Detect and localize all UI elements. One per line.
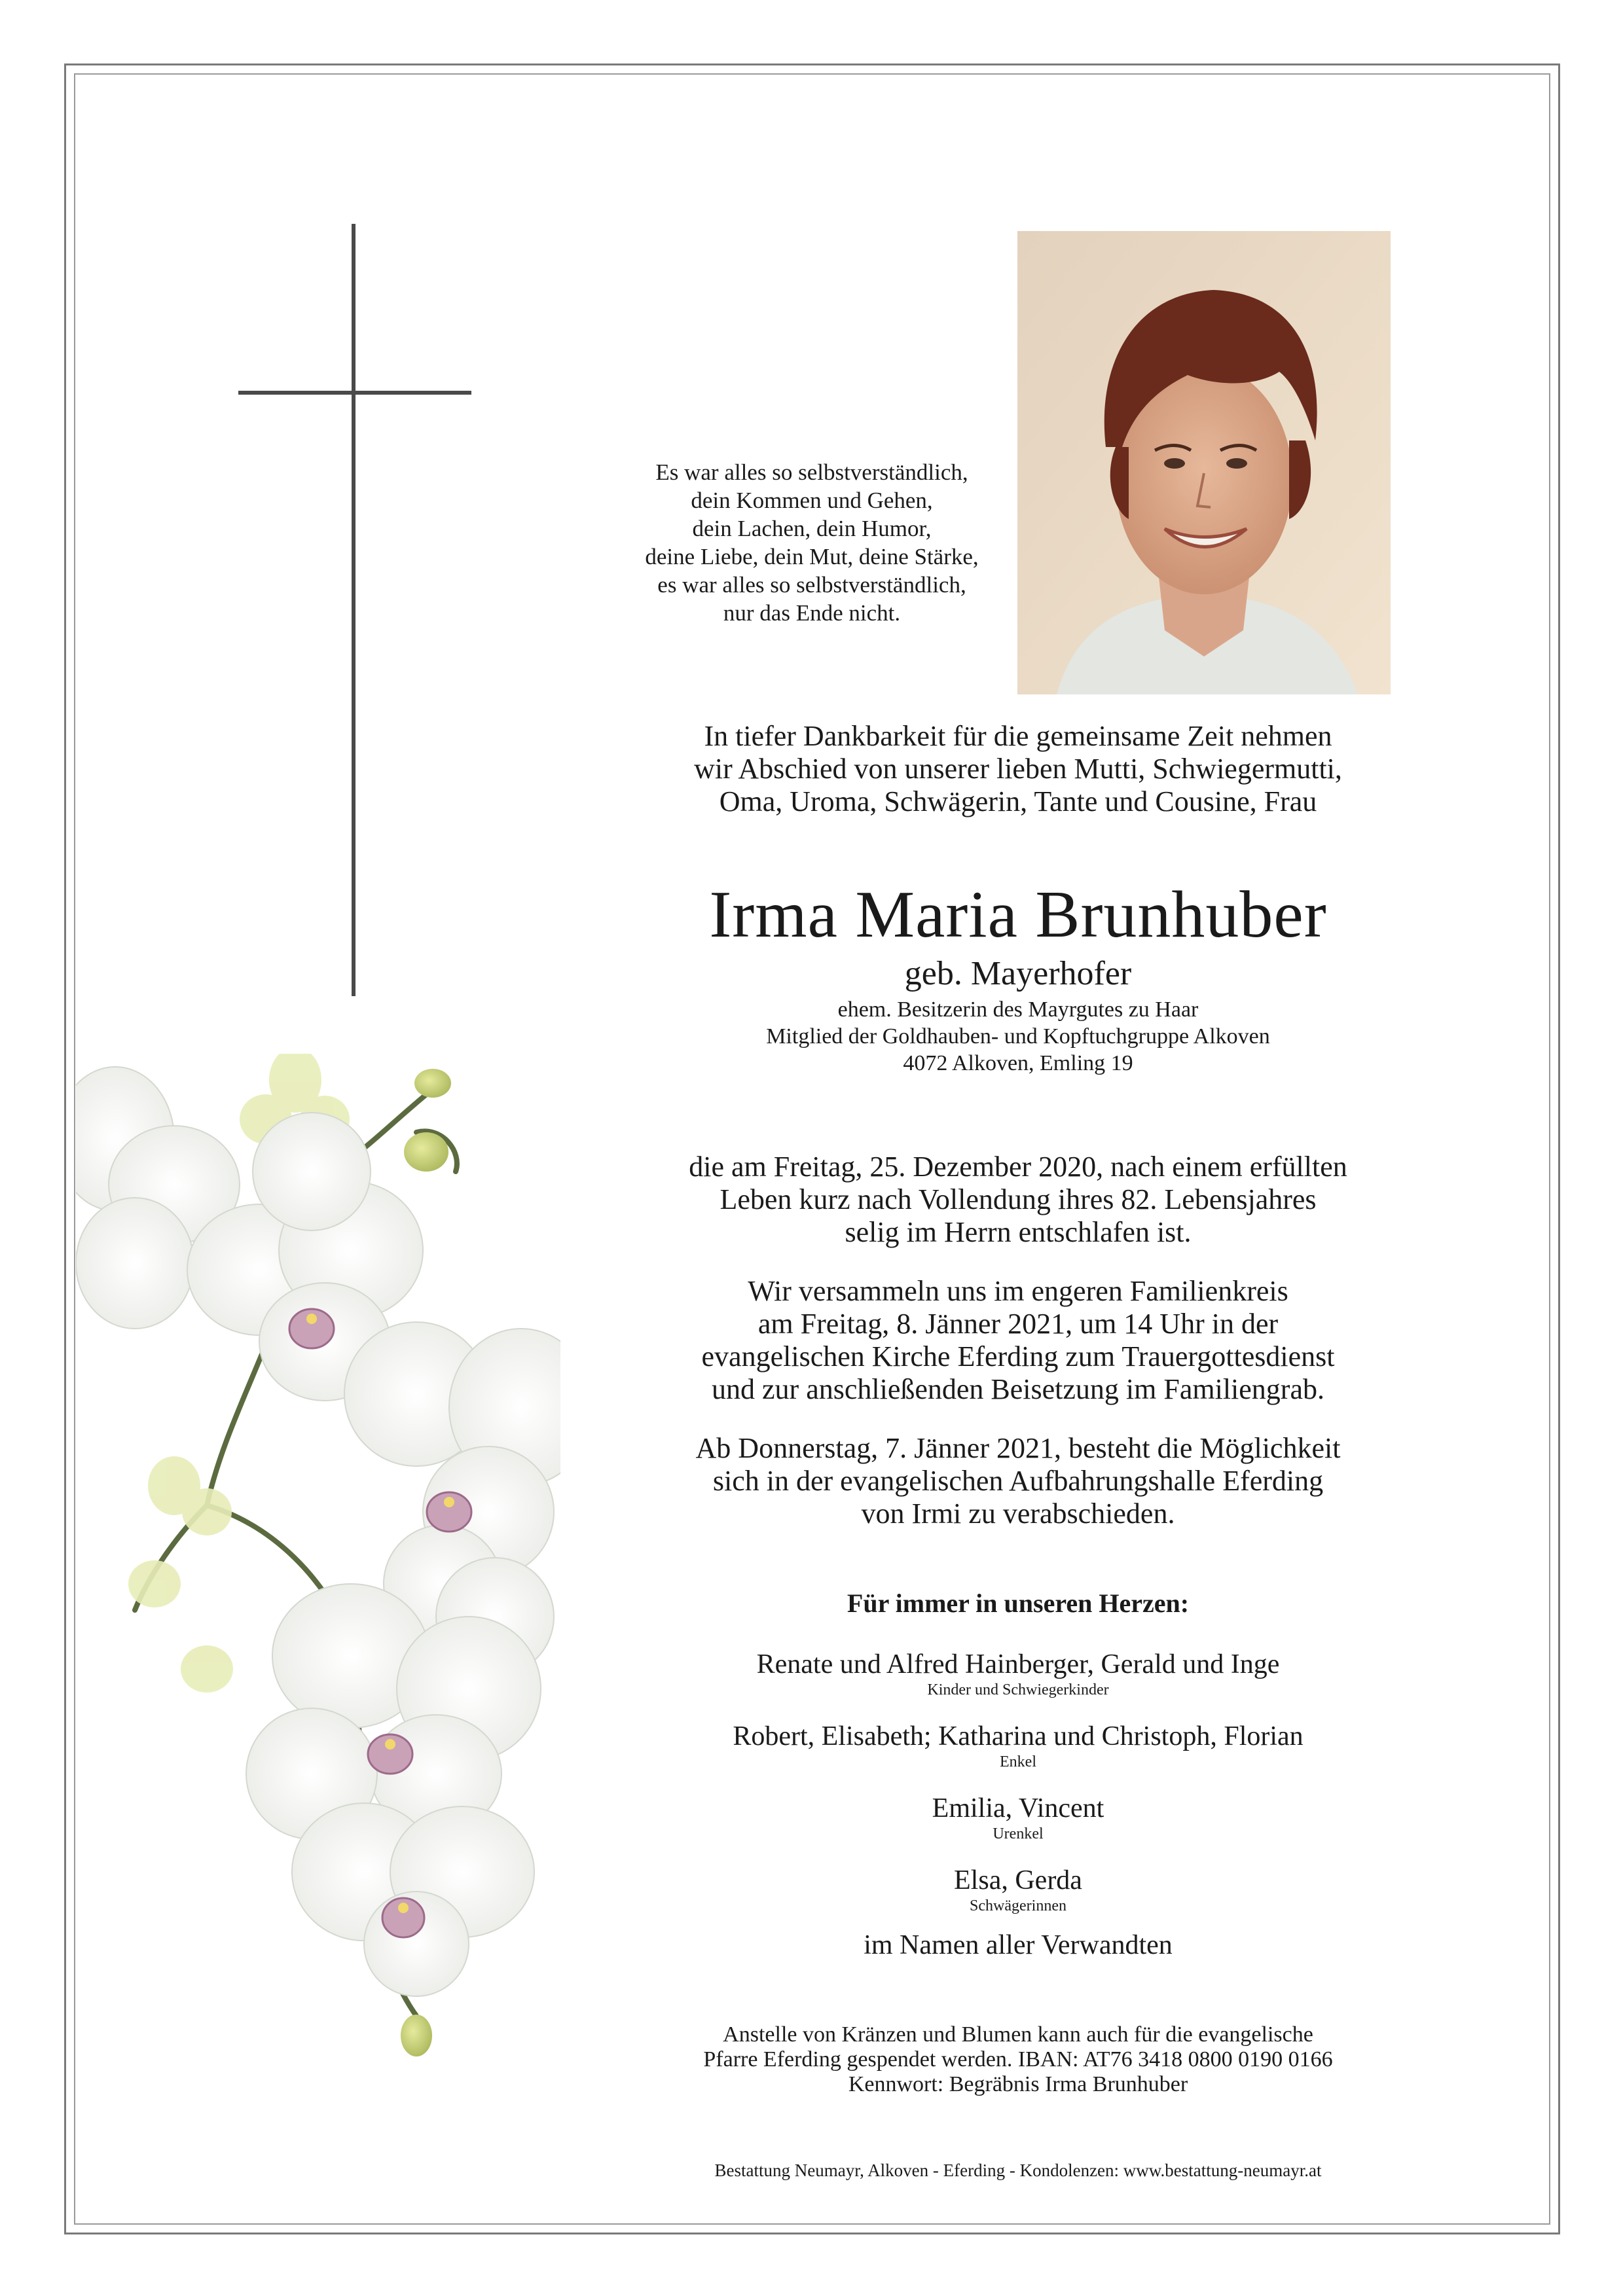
intro-text xyxy=(629,720,1408,818)
viewing-line: Ab Donnerstag, 7. Jänner 2021, besteht die Möglichkeit xyxy=(695,1432,1341,1464)
deceased-bio xyxy=(629,996,1408,1077)
orchid-flowers-image xyxy=(76,1054,560,2088)
bio-line: ehem. Besitzerin des Mayrgutes zu Haar xyxy=(837,997,1199,1022)
poem-line: deine Liebe, dein Mut, deine Stärke, xyxy=(645,544,979,569)
death-line: die am Freitag, 25. Dezember 2020, nach einem erfüllten xyxy=(689,1151,1347,1183)
poem-line: nur das Ende nicht. xyxy=(723,600,901,626)
mourner-role: Kinder und Schwiegerkinder xyxy=(927,1681,1109,1698)
portrait-photo xyxy=(1017,231,1391,694)
cross-icon-vertical xyxy=(352,224,356,996)
donation-line: Pfarre Eferding gespendet werden. IBAN: AT76 3418 0800 0190 0166 xyxy=(703,2047,1333,2072)
funeral-details xyxy=(629,1151,1408,1530)
intro-line: Oma, Uroma, Schwägerin, Tante und Cousine, Frau xyxy=(719,785,1317,817)
funeral-line: evangelischen Kirche Eferding zum Trauergottesdienst xyxy=(701,1340,1335,1372)
deceased-name: Irma Maria Brunhuber xyxy=(709,878,1327,952)
viewing-line: sich in der evangelischen Aufbahrungshalle Eferding xyxy=(712,1465,1324,1497)
mourner-group xyxy=(629,1648,1408,1699)
memorial-poem xyxy=(563,458,1061,627)
bio-line: 4072 Alkoven, Emling 19 xyxy=(903,1051,1133,1075)
mourner-names: Renate und Alfred Hainberger, Gerald und Inge xyxy=(756,1649,1280,1679)
donation-line: Kennwort: Begräbnis Irma Brunhuber xyxy=(848,2072,1188,2096)
poem-line: es war alles so selbstverständlich, xyxy=(657,572,966,598)
intro-line: In tiefer Dankbarkeit für die gemeinsame Zeit nehmen xyxy=(704,720,1332,752)
poem-line: dein Kommen und Gehen, xyxy=(691,488,933,513)
funeral-line: am Freitag, 8. Jänner 2021, um 14 Uhr in der xyxy=(757,1308,1279,1340)
mourner-role: Schwägerinnen xyxy=(970,1897,1067,1914)
mourner-role: Urenkel xyxy=(993,1825,1044,1842)
funeral-line: und zur anschließenden Beisetzung im Familiengrab. xyxy=(712,1373,1324,1405)
mourner-names: Robert, Elisabeth; Katharina und Christoph, Florian xyxy=(733,1721,1304,1751)
footer-text: Bestattung Neumayr, Alkoven - Eferding - Kondolenzen: www.bestattung-neumayr.at xyxy=(714,2161,1322,2180)
poem-line: Es war alles so selbstverständlich, xyxy=(655,459,968,485)
intro-line: wir Abschied von unserer lieben Mutti, Schwiegermutti, xyxy=(694,753,1342,785)
donation-line: Anstelle von Kränzen und Blumen kann auch für die evangelische xyxy=(723,2022,1313,2047)
donation-note xyxy=(629,2022,1408,2097)
mourners-list xyxy=(629,1648,1408,1936)
mourner-group xyxy=(629,1864,1408,1915)
death-line: Leben kurz nach Vollendung ihres 82. Lebensjahres xyxy=(720,1183,1317,1215)
bio-line: Mitglied der Goldhauben- und Kopftuchgruppe Alkoven xyxy=(766,1024,1270,1049)
cross-icon-horizontal xyxy=(238,391,471,395)
relatives-line: im Namen aller Verwandten xyxy=(864,1930,1173,1960)
death-line: selig im Herrn entschlafen ist. xyxy=(845,1216,1192,1248)
mourner-names: Elsa, Gerda xyxy=(954,1865,1082,1895)
mourner-group xyxy=(629,1792,1408,1843)
viewing-line: von Irmi zu verabschieden. xyxy=(861,1498,1175,1530)
funeral-line: Wir versammeln uns im engeren Familienkreis xyxy=(748,1275,1288,1307)
mourner-group xyxy=(629,1720,1408,1771)
mourner-names: Emilia, Vincent xyxy=(932,1793,1104,1823)
mourners-title: Für immer in unseren Herzen: xyxy=(847,1588,1190,1618)
poem-line: dein Lachen, dein Humor, xyxy=(692,516,932,541)
birth-name: geb. Mayerhofer xyxy=(904,955,1132,992)
mourner-role: Enkel xyxy=(1000,1753,1036,1770)
